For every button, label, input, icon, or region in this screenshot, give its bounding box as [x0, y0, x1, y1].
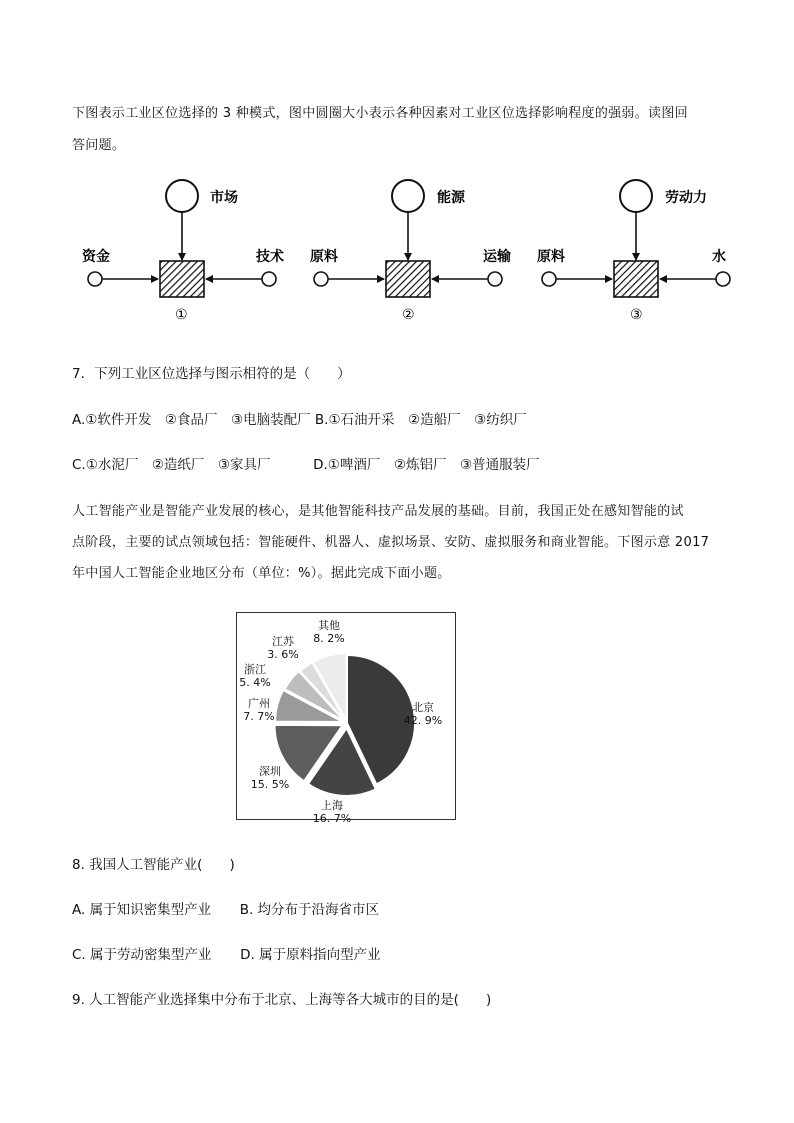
pie-label-name-4: 浙江 — [244, 663, 266, 676]
q8-stem: 8. 我国人工智能产业( ) — [72, 857, 235, 873]
model-2-right-label: 运输 — [483, 249, 511, 265]
q7-option-a[interactable]: A.①软件开发 ②食品厂 ③电脑装配厂 — [72, 412, 311, 428]
model-1 — [82, 180, 284, 323]
model-3-right-label: 水 — [712, 249, 726, 265]
model-3 — [537, 180, 730, 323]
capital-circle — [88, 272, 102, 286]
technology-circle — [262, 272, 276, 286]
pie-label-name-5: 江苏 — [272, 635, 294, 648]
pie-label-name-1: 上海 — [321, 799, 343, 812]
pie-label-value-3: 7. 7% — [243, 710, 275, 723]
model-1-right-label: 技术 — [256, 249, 284, 265]
water-circle — [716, 272, 730, 286]
intro2-line-2: 点阶段，主要的试点领域包括：智能硬件、机器人、虚拟场景、安防、虚拟服务和商业智能。下图示意 2017 — [72, 535, 710, 550]
model-3-factory-box — [614, 261, 658, 297]
pie-label-value-1: 16. 7% — [312, 812, 352, 825]
q7-stem: 7．下列工业区位选择与图示相符的是（ ） — [72, 366, 351, 382]
pie-chart-frame — [236, 612, 456, 825]
q7-options-ab — [72, 408, 527, 428]
intro-line-2: 答问题。 — [72, 138, 126, 153]
intro-line-1: 下图表示工业区位选择的 3 种模式，图中圆圈大小表示各种因素对工业区位选择影响程度的强弱。读图回 — [72, 106, 688, 121]
q8-option-a[interactable]: A. 属于知识密集型产业 — [72, 902, 212, 918]
pie-label-value-2: 15. 5% — [250, 778, 290, 791]
pie-label-name-6: 其他 — [318, 619, 340, 632]
model-2-left-label: 原料 — [310, 249, 338, 265]
pie-label-value-4: 5. 4% — [239, 676, 271, 689]
model-1-left-label: 资金 — [82, 249, 110, 265]
labor-circle — [620, 180, 652, 212]
q7-options-cd — [72, 453, 540, 473]
pie-label-name-0: 北京 — [412, 701, 434, 714]
q7-option-d[interactable]: D.①啤酒厂 ②炼铝厂 ③普通服装厂 — [313, 457, 540, 473]
pie-label-name-2: 深圳 — [259, 765, 281, 778]
pie-label-value-5: 3. 6% — [267, 648, 299, 661]
model-2-number: ② — [402, 307, 415, 323]
transport-circle — [488, 272, 502, 286]
raw-material-circle — [314, 272, 328, 286]
market-circle — [166, 180, 198, 212]
model-1-factory-box — [160, 261, 204, 297]
model-3-left-label: 原料 — [537, 249, 565, 265]
q8-option-b[interactable]: B. 均分布于沿海省市区 — [239, 902, 380, 918]
industrial-location-diagram — [0, 175, 794, 323]
model-2-top-label: 能源 — [437, 190, 465, 206]
q7-option-b[interactable]: B.①石油开采 ②造船厂 ③纺织厂 — [314, 412, 527, 428]
q8-option-d[interactable]: D. 属于原料指向型产业 — [240, 947, 381, 963]
q9-stem: 9. 人工智能产业选择集中分布于北京、上海等各大城市的目的是( ) — [72, 992, 492, 1008]
model-3-top-label: 劳动力 — [665, 190, 707, 206]
model-2-factory-box — [386, 261, 430, 297]
q8-options-ab — [72, 898, 379, 918]
q7-option-c[interactable]: C.①水泥厂 ②造纸厂 ③家具厂 — [72, 457, 271, 473]
raw-material-circle-2 — [542, 272, 556, 286]
model-3-number: ③ — [630, 307, 643, 323]
q8-options-cd — [72, 943, 381, 963]
pie-label-name-3: 广州 — [248, 697, 270, 710]
energy-circle — [392, 180, 424, 212]
model-1-top-label: 市场 — [210, 190, 238, 206]
pie-label-value-0: 42. 9% — [403, 714, 443, 727]
intro2-line-3: 年中国人工智能企业地区分布（单位：%）。据此完成下面小题。 — [72, 566, 451, 581]
model-2 — [310, 180, 511, 323]
ai-enterprise-pie-chart — [237, 613, 454, 825]
model-1-number: ① — [175, 307, 188, 323]
intro2-line-1: 人工智能产业是智能产业发展的核心，是其他智能科技产品发展的基础。目前，我国正处在感知智能的试 — [72, 504, 684, 519]
pie-label-value-6: 8. 2% — [313, 632, 345, 645]
q8-option-c[interactable]: C. 属于劳动密集型产业 — [72, 947, 212, 963]
